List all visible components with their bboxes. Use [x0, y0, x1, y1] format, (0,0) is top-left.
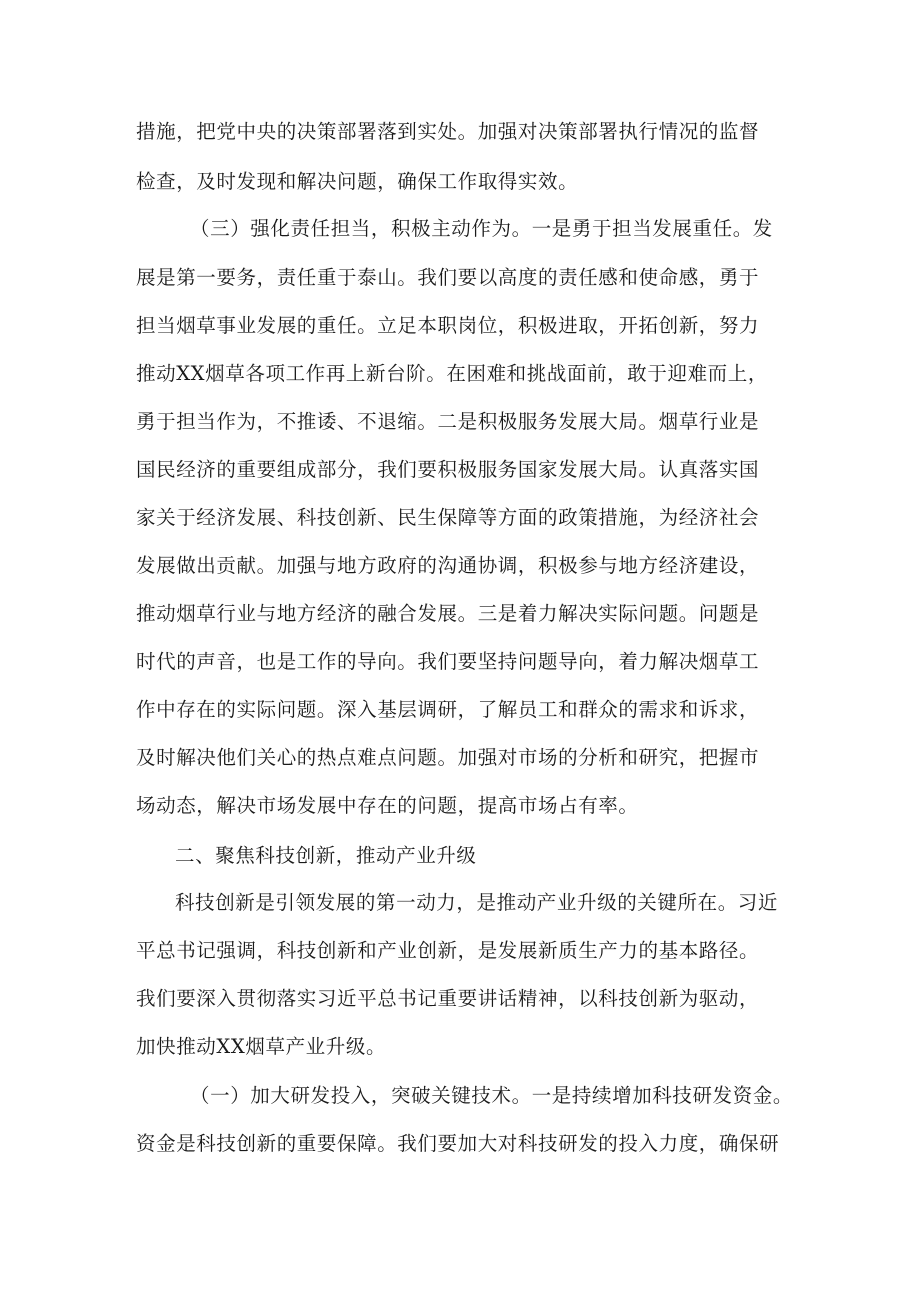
text-line: 推动XX烟草各项工作再上新台阶。在困难和挑战面前，敢于迎难而上，	[136, 362, 768, 385]
text-line: 平总书记强调，科技创新和产业创新，是发展新质生产力的基本路径。	[136, 939, 760, 962]
text-line: 科技创新是引领发展的第一动力，是推动产业升级的关键所在。习近	[175, 891, 779, 914]
text-line: 资金是科技创新的重要保障。我们要加大对科技研发的投入力度，确保研	[136, 1132, 780, 1155]
text-line: 加快推动XX烟草产业升级。	[136, 1035, 387, 1058]
text-line: 勇于担当作为，不推诿、不退缩。二是积极服务发展大局。烟草行业是	[136, 410, 760, 433]
section-heading: 二、聚焦科技创新，推动产业升级	[175, 844, 477, 867]
text-line: 场动态，解决市场发展中存在的问题，提高市场占有率。	[136, 794, 639, 817]
text-line: （三）强化责任担当，积极主动作为。一是勇于担当发展重任。发	[190, 217, 773, 240]
text-line: 担当烟草事业发展的重任。立足本职岗位，积极进取，开拓创新，努力	[136, 314, 760, 337]
text-line: 推动烟草行业与地方经济的融合发展。三是着力解决实际问题。问题是	[136, 602, 760, 625]
text-line: 国民经济的重要组成部分，我们要积极服务国家发展大局。认真落实国	[136, 458, 760, 481]
text-line: 检查，及时发现和解决问题，确保工作取得实效。	[136, 170, 579, 193]
text-line: 措施，把党中央的决策部署落到实处。加强对决策部署执行情况的监督	[136, 120, 760, 143]
text-line: 发展做出贡献。加强与地方政府的沟通协调，积极参与地方经济建设，	[136, 554, 760, 577]
text-line: 作中存在的实际问题。深入基层调研，了解员工和群众的需求和诉求，	[136, 698, 760, 721]
text-line: 家关于经济发展、科技创新、民生保障等方面的政策措施，为经济社会	[136, 506, 760, 529]
text-line: 展是第一要务，责任重于泰山。我们要以高度的责任感和使命感，勇于	[136, 266, 760, 289]
text-line: 时代的声音，也是工作的导向。我们要坚持问题导向，着力解决烟草工	[136, 650, 760, 673]
text-line: 及时解决他们关心的热点难点问题。加强对市场的分析和研究，把握市	[136, 746, 760, 769]
text-line: （一）加大研发投入，突破关键技术。一是持续增加科技研发资金。	[190, 1084, 794, 1107]
text-line: 我们要深入贯彻落实习近平总书记重要讲话精神，以科技创新为驱动，	[136, 987, 760, 1010]
